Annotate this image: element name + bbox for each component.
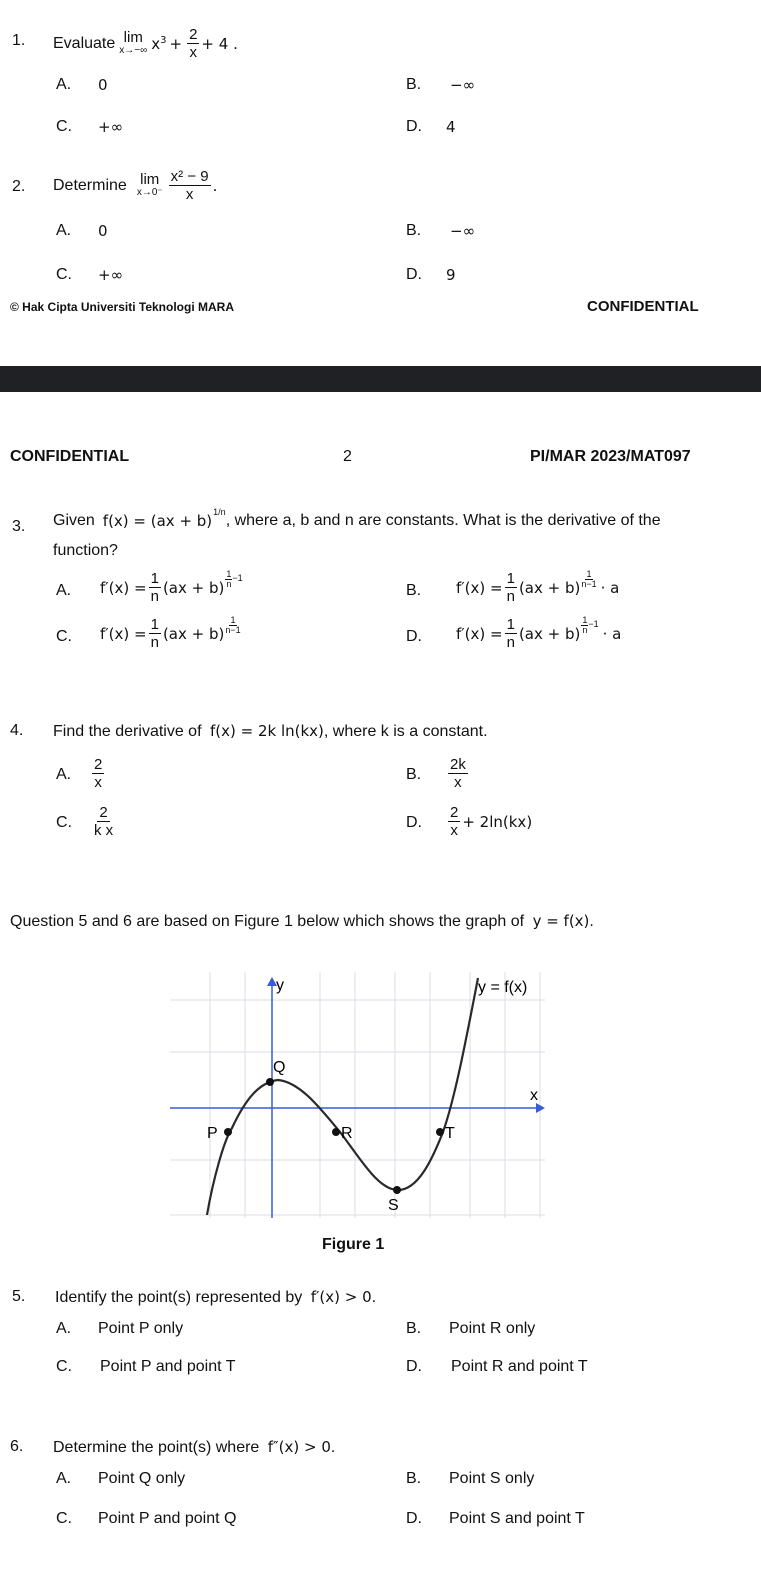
- suffix: · a: [602, 624, 622, 643]
- q6-number: 6.: [10, 1438, 24, 1455]
- q6-opt-b-letter: B.: [406, 1470, 422, 1487]
- label-r: R: [341, 1125, 353, 1142]
- frac: [448, 756, 468, 791]
- q1-limit: [119, 28, 148, 57]
- num: 2: [189, 26, 198, 43]
- label-t: T: [445, 1125, 455, 1142]
- q2-frac: [169, 168, 211, 203]
- coef: [505, 570, 517, 605]
- exp-num: 1: [582, 615, 588, 625]
- base: (ax + b): [518, 624, 581, 643]
- q4-stem: [53, 722, 488, 741]
- q4-pre: Find the derivative of: [53, 723, 202, 740]
- intro-func: y = f(x): [532, 912, 590, 930]
- point-s: [393, 1186, 401, 1194]
- exp-den: n: [582, 625, 588, 635]
- q1-opt-c-letter: C.: [56, 118, 72, 135]
- num: 2: [99, 804, 108, 821]
- q5-opt-c-letter: C.: [56, 1358, 72, 1375]
- q1-x: [151, 35, 166, 53]
- q2-opt-c: +∞: [98, 266, 124, 284]
- point-t: [436, 1128, 444, 1136]
- suffix: · a: [600, 578, 620, 597]
- q3-opt-a-letter: A.: [56, 582, 72, 599]
- q4-opt-c: [90, 804, 117, 839]
- q4-opt-d: [446, 804, 532, 839]
- base: (ax + b): [518, 578, 581, 597]
- den: n: [150, 634, 159, 651]
- lhs: f′(x) =: [100, 578, 147, 597]
- q1-lead: Evaluate: [53, 34, 116, 52]
- q4-func: f(x) = 2k ln(kx): [209, 722, 324, 740]
- exp: [581, 570, 596, 589]
- exp-num: 1: [230, 615, 236, 625]
- page-number: 2: [343, 448, 352, 465]
- q2-opt-c-letter: C.: [56, 266, 72, 283]
- q5-opt-a: Point P only: [98, 1320, 184, 1337]
- q4-opt-b: [446, 756, 470, 791]
- den: k x: [94, 822, 114, 839]
- num: 2k: [450, 756, 466, 773]
- q1-opt-b: −∞: [450, 76, 476, 94]
- page-divider: [0, 366, 761, 392]
- base: (ax + b): [162, 578, 225, 597]
- q2-opt-b-letter: B.: [406, 222, 422, 239]
- q3-func: f(x) = (ax + b): [102, 512, 213, 530]
- num: 1: [150, 616, 159, 633]
- q3-number: 3.: [12, 518, 26, 535]
- q6-opt-d-letter: D.: [406, 1510, 422, 1527]
- q5-opt-b-letter: B.: [406, 1320, 422, 1337]
- q2-opt-b: −∞: [450, 222, 476, 240]
- lim-word: lim: [140, 170, 160, 188]
- q4-opt-a-letter: A.: [56, 766, 72, 783]
- den: n: [506, 634, 515, 651]
- q5-opt-c: Point P and point T: [100, 1358, 236, 1375]
- q6-opt-b: Point S only: [449, 1470, 535, 1487]
- q2-opt-a: 0: [98, 222, 108, 240]
- lim-sub: x→−∞: [119, 44, 148, 56]
- q4-opt-d-letter: D.: [406, 814, 422, 831]
- q3-opt-c: [100, 616, 241, 651]
- base: (ax + b): [162, 624, 225, 643]
- q1-opt-d-letter: D.: [406, 118, 422, 135]
- q3-opt-a: [100, 570, 243, 605]
- q2-opt-a-letter: A.: [56, 222, 72, 239]
- q6-cond: f″(x) > 0: [267, 1438, 331, 1456]
- header-confidential: CONFIDENTIAL: [10, 448, 130, 465]
- q2-opt-d: 9: [446, 266, 456, 284]
- label-x: x: [530, 1087, 538, 1104]
- den: x: [454, 774, 462, 791]
- q6-end: .: [330, 1439, 336, 1456]
- coef: [149, 570, 161, 605]
- q1-opt-c: +∞: [98, 118, 124, 136]
- q6-opt-c-letter: C.: [56, 1510, 72, 1527]
- lim-sub: x→0⁻: [136, 186, 163, 198]
- q3-opt-c-letter: C.: [56, 628, 72, 645]
- num: 1: [150, 570, 159, 587]
- footer-confidential: CONFIDENTIAL: [587, 298, 699, 315]
- q4-opt-a: [90, 756, 106, 791]
- num: 2: [450, 804, 459, 821]
- grid: [170, 972, 545, 1218]
- lhs: f′(x) =: [456, 624, 503, 643]
- point-r: [332, 1128, 340, 1136]
- exp-num: 1: [226, 569, 232, 579]
- q3-given: Given: [53, 512, 95, 529]
- suffix: + 2ln(kx): [462, 812, 533, 831]
- course-code: PI/MAR 2023/MAT097: [530, 448, 691, 465]
- exp-den: n: [226, 579, 232, 589]
- exp-num: 1: [586, 569, 592, 579]
- q6-stem: [53, 1438, 335, 1457]
- lhs: f′(x) =: [456, 578, 503, 597]
- base: x: [151, 34, 161, 53]
- lhs: f′(x) =: [100, 624, 147, 643]
- q5-end: .: [371, 1289, 377, 1306]
- q1-stem: [53, 26, 238, 61]
- q4-opt-b-letter: B.: [406, 766, 422, 783]
- q1-number: 1.: [12, 32, 26, 49]
- frac: [448, 804, 460, 839]
- point-q: [266, 1078, 274, 1086]
- num: 2: [94, 756, 103, 773]
- q6-opt-d: Point S and point T: [449, 1510, 585, 1527]
- intro-end: .: [589, 913, 594, 930]
- q1-frac: [187, 26, 199, 61]
- q2-limit: [136, 170, 163, 199]
- q1-opt-a-letter: A.: [56, 76, 72, 93]
- q2-stem: [53, 168, 217, 203]
- copyright: © Hak Cipta Universiti Teknologi MARA: [10, 300, 234, 314]
- q4-post: , where k is a constant.: [323, 723, 488, 740]
- coef: [149, 616, 161, 651]
- q3-opt-d: [456, 616, 621, 651]
- label-p: P: [207, 1125, 218, 1142]
- point-p: [224, 1128, 232, 1136]
- intro-text: Question 5 and 6 are based on Figure 1 below which shows the graph of: [10, 913, 525, 930]
- label-curve: y = f(x): [478, 979, 528, 996]
- exp: [225, 570, 232, 589]
- coef: [505, 616, 517, 651]
- q5-number: 5.: [12, 1288, 26, 1305]
- q5-opt-d-letter: D.: [406, 1358, 422, 1375]
- plus: +: [169, 34, 183, 53]
- label-y: y: [276, 977, 284, 994]
- q6-opt-a: Point Q only: [98, 1470, 186, 1487]
- frac: [92, 804, 115, 839]
- q5-opt-b: Point R only: [449, 1320, 536, 1337]
- q6-pre: Determine the point(s) where: [53, 1439, 260, 1456]
- q2-opt-d-letter: D.: [406, 266, 422, 283]
- q1-opt-b-letter: B.: [406, 76, 422, 93]
- q1-opt-d: 4: [446, 118, 456, 136]
- q5-pre: Identify the point(s) represented by: [55, 1289, 303, 1306]
- label-q: Q: [273, 1059, 286, 1076]
- frac: [92, 756, 104, 791]
- exp: [581, 616, 588, 635]
- q6-opt-a-letter: A.: [56, 1470, 72, 1487]
- exp-den: n−1: [225, 625, 241, 635]
- figure-caption: Figure 1: [322, 1236, 385, 1253]
- den: x: [185, 186, 194, 203]
- den: n: [150, 588, 159, 605]
- q3-opt-b-letter: B.: [406, 582, 422, 599]
- q6-opt-c: Point P and point Q: [98, 1510, 237, 1527]
- exp: [225, 616, 240, 635]
- q1-opt-a: 0: [98, 76, 108, 94]
- q2-tail: .: [212, 176, 218, 195]
- q5-opt-a-letter: A.: [56, 1320, 72, 1337]
- den: x: [94, 774, 102, 791]
- q3-opt-b: [456, 570, 619, 605]
- q1-tail: + 4 .: [201, 34, 238, 53]
- figure-1-graph: [165, 968, 550, 1223]
- q2-number: 2.: [12, 178, 26, 195]
- den: x: [450, 822, 458, 839]
- num: 1: [506, 570, 515, 587]
- exp-tail: −1: [232, 573, 243, 583]
- q5-stem: [55, 1288, 376, 1307]
- q3-rest: , where a, b and n are constants. What is the derivative of the: [225, 512, 661, 529]
- num: 1: [506, 616, 515, 633]
- q4-opt-c-letter: C.: [56, 814, 72, 831]
- intro-56: [10, 912, 594, 931]
- q4-number: 4.: [10, 722, 24, 739]
- q5-opt-d: Point R and point T: [451, 1358, 588, 1375]
- q3-opt-d-letter: D.: [406, 628, 422, 645]
- q3-line2: function?: [53, 542, 118, 559]
- exp-den: n−1: [581, 579, 597, 589]
- num: x² − 9: [170, 168, 209, 185]
- lim-word: lim: [123, 28, 143, 46]
- q5-cond: f′(x) > 0: [310, 1288, 372, 1306]
- exp: 1/n: [213, 507, 226, 517]
- curve-f: [207, 978, 478, 1215]
- q3-exp: [213, 508, 226, 517]
- q3-stem: [53, 507, 661, 530]
- exp: 3: [160, 34, 167, 46]
- den: n: [506, 588, 515, 605]
- den: x: [189, 44, 197, 61]
- label-s: S: [388, 1197, 399, 1214]
- exp-tail: −1: [588, 619, 599, 629]
- q2-lead: Determine: [53, 176, 127, 194]
